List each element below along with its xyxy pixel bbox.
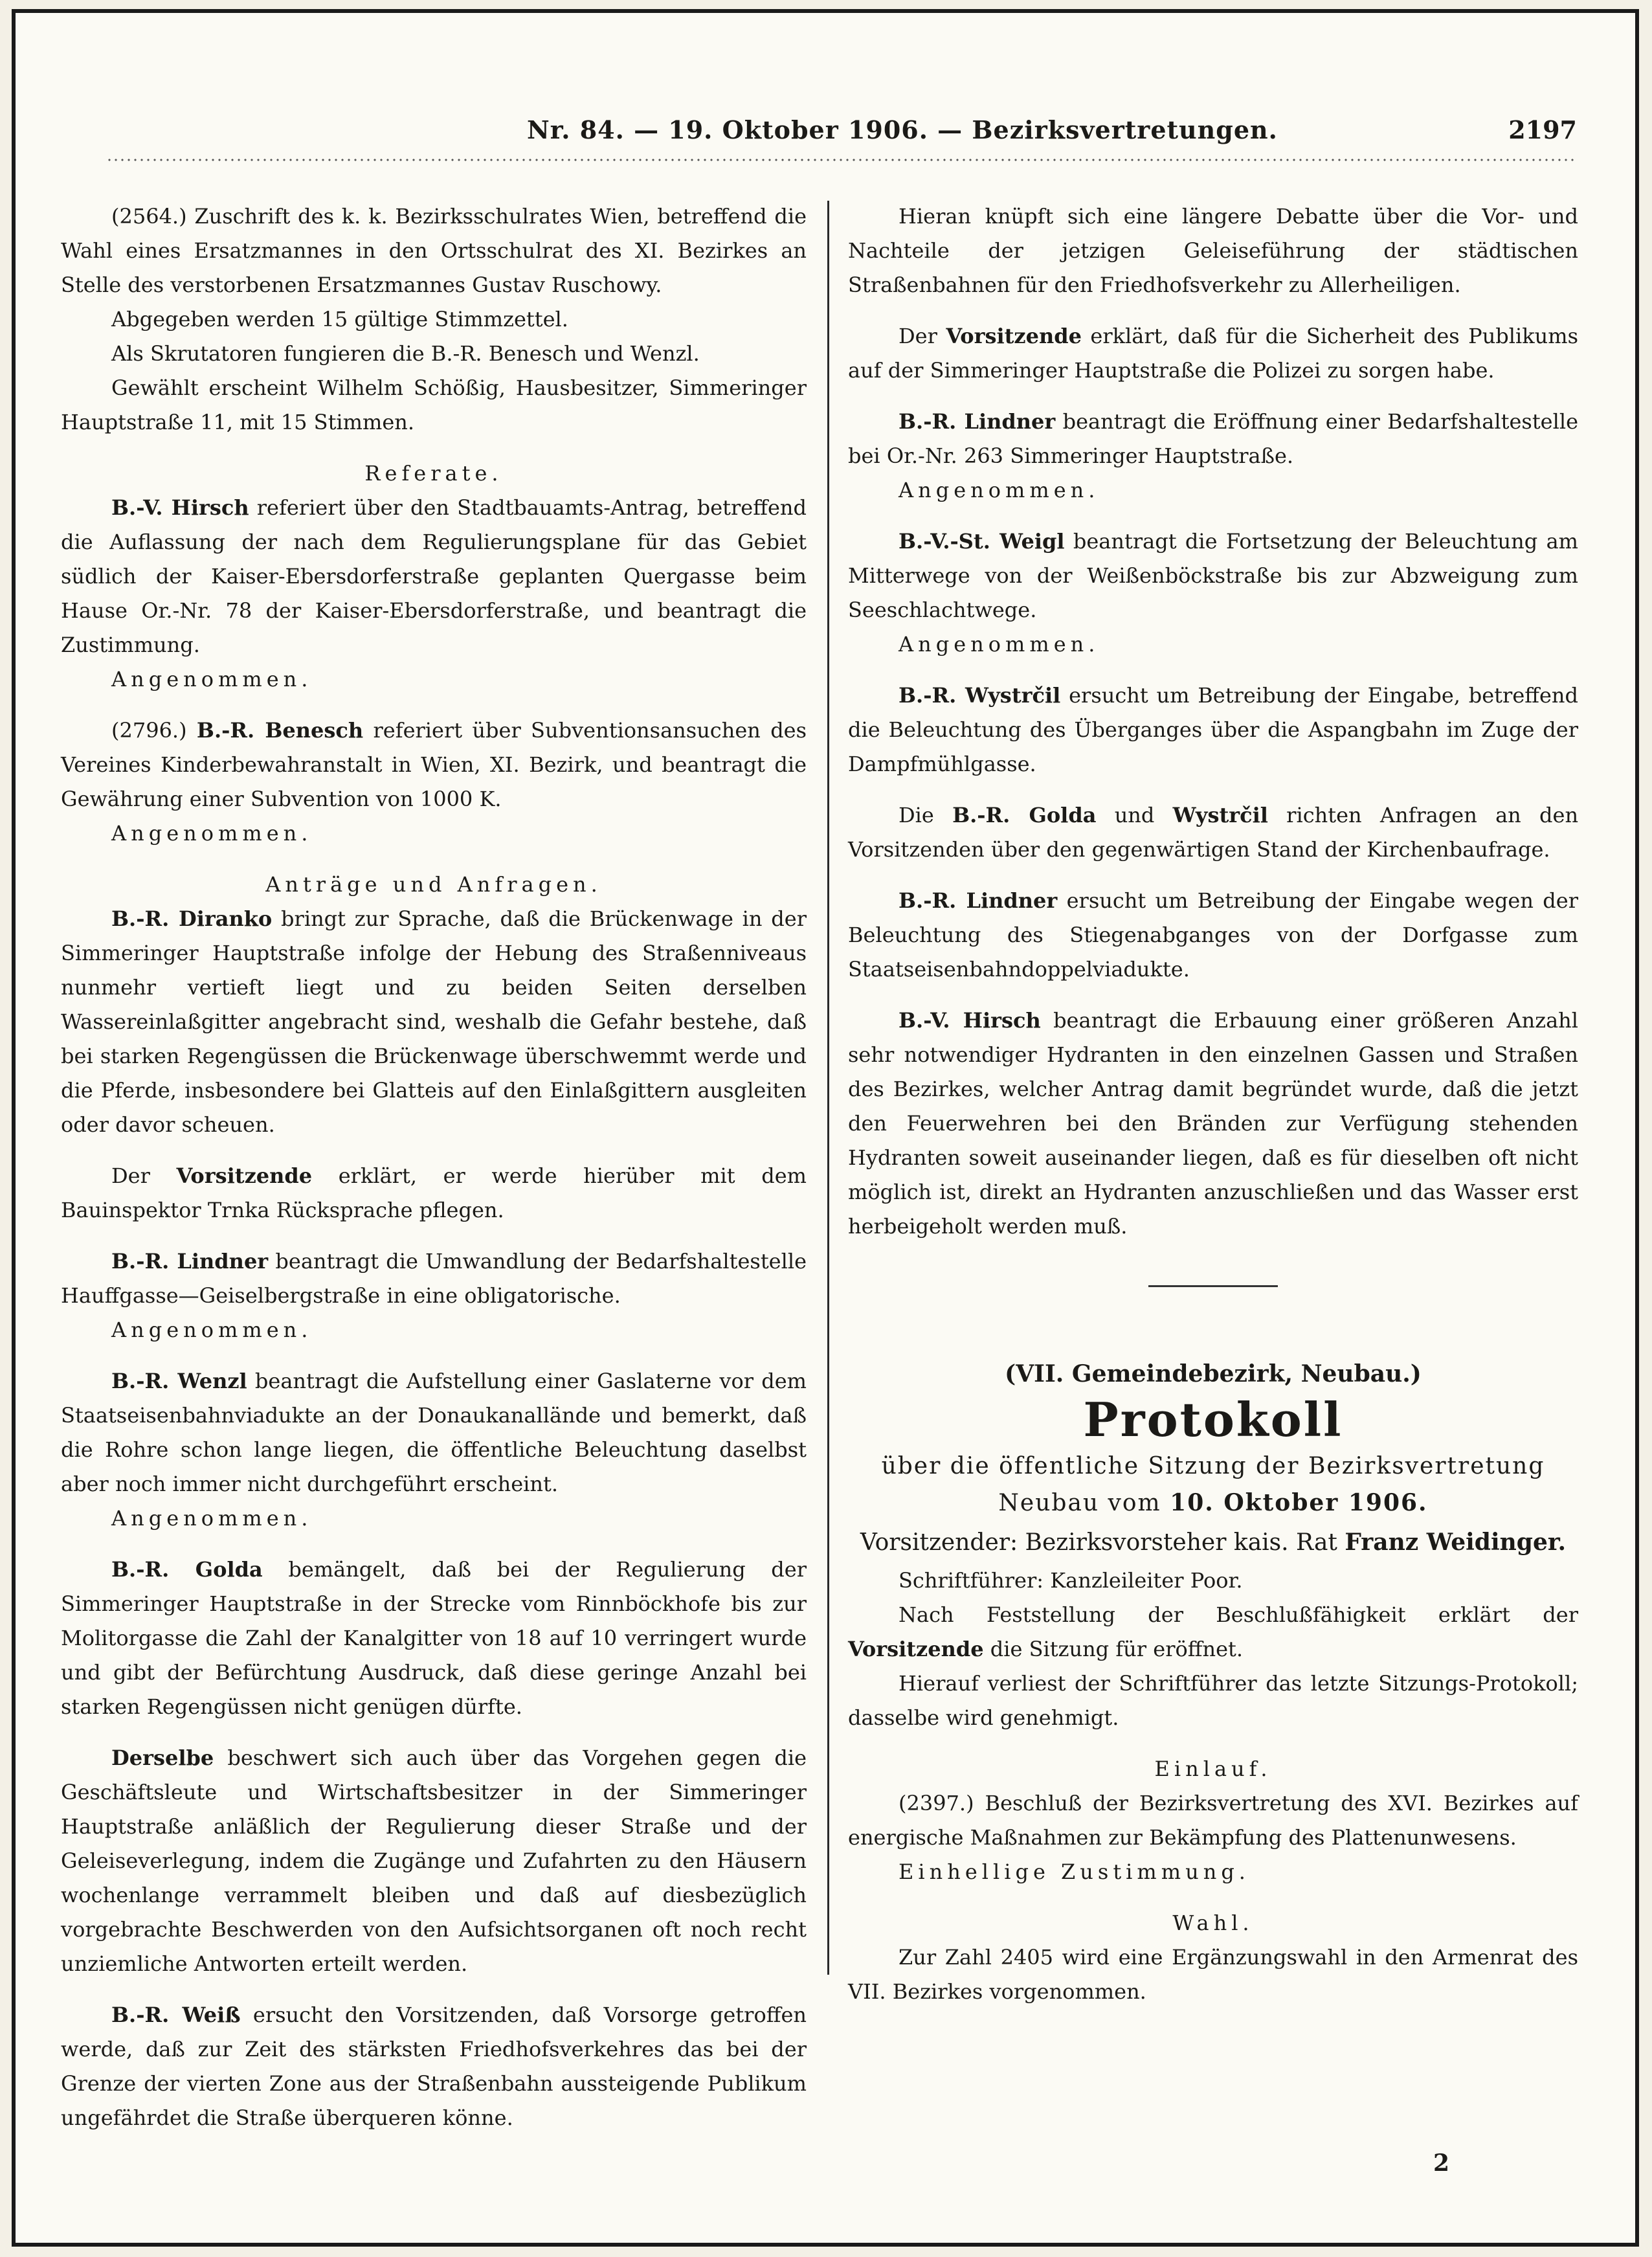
section-heading-referate: Referate. [364, 461, 503, 486]
paragraph: (2796.) B.-R. Benesch referiert über Subventionsansuchen des Vereines Kinderbewahranstalt in Wien, XI. Bezirk, und beantragt die Gewährung einer Subvention von 1000 K. [61, 718, 807, 811]
footer-page-number: 2 [1433, 2150, 1450, 2177]
protokoll-title: Protokoll [1083, 1392, 1343, 1447]
result: Angenommen. [899, 478, 1100, 502]
paragraph: B.-R. Lindner beantragt die Eröffnung einer Bedarfshaltestelle bei Or.-Nr. 263 Simmeringer Hauptstraße. [848, 409, 1579, 468]
paragraph: (2397.) Beschluß der Bezirksvertretung des XVI. Bezirkes auf energische Maßnahmen zur Bekämpfung des Plattenunwesens. [848, 1791, 1578, 1850]
section-divider [1148, 1285, 1278, 1287]
speaker-name: B.-V.-St. Weigl [899, 529, 1065, 554]
paragraph: Derselbe beschwert sich auch über das Vorgehen gegen die Geschäftsleute und Wirtschaftsbesitzer in der Simmeringer Hauptstraße anläßlich der Regulierung dieser Straße und der Geleiseverlegung, indem die Zugänge und Zufahrten zu den Häusern wochenlange verrammelt bleiben und daß auf diesbezüglich vorgebrachte Beschwerden von den Aufsichtsorganen oft noch recht unziemliche Antworten erteilt werden. [61, 1746, 807, 1976]
header-dotted-rule [106, 157, 1577, 163]
speaker-name: B.-R. Wystrčil [899, 683, 1061, 708]
speaker-name: B.-R. Wenzl [111, 1369, 247, 1393]
speaker-name: B.-R. Benesch [196, 718, 364, 743]
paragraph: B.-R. Wenzl beantragt die Aufstellung einer Gaslaterne vor dem Staatseisenbahnviadukte an der Donaukanallände und bemerkt, daß die Rohre schon lange liegen, die öffentliche Beleuchtung daselbst aber noch immer nicht durchgeführt erscheint. [61, 1369, 807, 1496]
result: Angenommen. [111, 667, 313, 691]
result: Angenommen. [111, 1318, 313, 1342]
speaker-name: B.-V. Hirsch [111, 495, 249, 520]
paragraph: Der Vorsitzende erklärt, daß für die Sicherheit des Publikums auf der Simmeringer Hauptstraße die Polizei zu sorgen habe. [848, 324, 1579, 383]
right-column [848, 199, 1578, 2009]
speaker-name: B.-R. Lindner [899, 409, 1056, 434]
page-header [16, 115, 1635, 157]
speaker-name: Vorsitzende [176, 1163, 313, 1188]
section-heading-wahl: Wahl. [1172, 1911, 1254, 1935]
protokoll-date-line: Neubau vom 10. Oktober 1906. [998, 1489, 1428, 1516]
speaker-name: Vorsitzende [946, 324, 1082, 348]
speaker-name: B.-R. Lindner [899, 888, 1058, 913]
speaker-name: B.-R. Diranko [111, 906, 273, 931]
result: Angenommen. [899, 632, 1100, 657]
section-heading-antraege: Anträge und Anfragen. [265, 872, 602, 897]
speaker-name: Derselbe [111, 1746, 214, 1770]
newspaper-page [12, 9, 1639, 2247]
speaker-name: B.-R. Golda [952, 803, 1097, 827]
paragraph: B.-V. Hirsch beantragt die Erbauung einer größeren Anzahl sehr notwendiger Hydranten in den einzelnen Gassen und Straßen des Bezirkes, welcher Antrag damit begründet wurde, daß die jetzt den Feuerwehren bei den Bränden zur Verfügung stehenden Hydranten soweit auseinander liegen, daß es für dieselben oft nicht möglich ist, direkt an Hydranten anzuschließen und das Wasser erst herbeigeholt werden muß. [848, 1008, 1579, 1239]
result: Angenommen. [111, 821, 313, 846]
paragraph: Der Vorsitzende erklärt, er werde hierüber mit dem Bauinspektor Trnka Rücksprache pflegen. [61, 1163, 807, 1222]
protokoll-subtitle: über die öffentliche Sitzung der Bezirksvertretung [881, 1453, 1545, 1479]
header-page-number: 2197 [1508, 115, 1577, 144]
paragraph: Abgegeben werden 15 gültige Stimmzettel. [111, 307, 568, 331]
district-heading: (VII. Gemeindebezirk, Neubau.) [1005, 1360, 1422, 1387]
left-column [61, 199, 807, 2135]
speaker-name: B.-V. Hirsch [899, 1008, 1041, 1033]
chair-line: Vorsitzender: Bezirksvorsteher kais. Rat Franz Weidinger. [860, 1529, 1567, 1556]
result: Einhellige Zustimmung. [899, 1859, 1250, 1884]
secretary-line: Schriftführer: Kanzleileiter Poor. [899, 1568, 1243, 1593]
paragraph: B.-V. Hirsch referiert über den Stadtbauamts-Antrag, betreffend die Auflassung der nach dem Regulierungsplane für das Gebiet südlich der Kaiser-Ebersdorferstraße geplanten Quergasse beim Hause Or.-Nr. 78 der Kaiser-Ebersdorferstraße, und beantragt die Zustimmung. [61, 495, 807, 657]
column-divider [827, 201, 829, 1975]
section-heading-einlauf: Einlauf. [1154, 1757, 1272, 1781]
speaker-name: B.-R. Lindner [111, 1249, 269, 1274]
paragraph: Hieran knüpft sich eine längere Debatte über die Vor- und Nachteile der jetzigen Geleiseführung der städtischen Straßenbahnen für den Friedhofsverkehr zu Allerheiligen. [848, 204, 1578, 297]
paragraph: B.-R. Lindner beantragt die Umwandlung der Bedarfshaltestelle Hauffgasse—Geiselbergstraße in eine obligatorische. [61, 1249, 807, 1308]
speaker-name: B.-R. Weiß [111, 2003, 241, 2027]
speaker-name: Vorsitzende [848, 1637, 984, 1661]
paragraph: B.-R. Golda bemängelt, daß bei der Regulierung der Simmeringer Hauptstraße in der Strecke vom Rinnböckhofe bis zur Molitorgasse die Zahl der Kanalgitter von 18 auf 10 verringert wurde und gibt der Befürchtung Ausdruck, daß diese geringe Anzahl bei starken Regengüssen nicht genügen dürfte. [61, 1557, 807, 1719]
chair-name: Franz Weidinger. [1345, 1529, 1567, 1556]
paragraph: B.-R. Wystrčil ersucht um Betreibung der Eingabe, betreffend die Beleuchtung des Überganges über die Aspangbahn im Zuge der Dampfmühlgasse. [848, 683, 1579, 776]
paragraph: Die B.-R. Golda und Wystrčil richten Anfragen an den Vorsitzenden über den gegenwärtigen Stand der Kirchenbaufrage. [848, 803, 1579, 862]
speaker-name: B.-R. Golda [111, 1557, 263, 1582]
session-date: 10. Oktober 1906. [1170, 1489, 1428, 1516]
paragraph: B.-R. Lindner ersucht um Betreibung der Eingabe wegen der Beleuchtung des Stiegenabganges von der Dorfgasse zum Staatseisenbahndoppelviadukte. [848, 888, 1579, 982]
paragraph: Als Skrutatoren fungieren die B.-R. Benesch und Wenzl. [111, 341, 700, 366]
result: Angenommen. [111, 1506, 313, 1531]
paragraph: B.-R. Weiß ersucht den Vorsitzenden, daß Vorsorge getroffen werde, daß zur Zeit des stärksten Friedhofsverkehres das bei der Grenze der vierten Zone aus der Straßenbahn aussteigende Publikum ungefährdet die Straße überqueren könne. [61, 2003, 807, 2130]
paragraph: B.-V.-St. Weigl beantragt die Fortsetzung der Beleuchtung am Mitterwege von der Weißenböckstraße bis zur Abzweigung zum Seeschlachtwege. [848, 529, 1579, 622]
paragraph: Zur Zahl 2405 wird eine Ergänzungswahl in den Armenrat des VII. Bezirkes vorgenommen. [848, 1945, 1578, 2004]
speaker-name: Wystrčil [1172, 803, 1268, 827]
paragraph: (2564.) Zuschrift des k. k. Bezirksschulrates Wien, betreffend die Wahl eines Ersatzmannes in den Ortsschulrat des XI. Bezirkes an Stelle des verstorbenen Ersatzmannes Gustav Ruschowy. [61, 204, 807, 297]
header-issue: Nr. 84. — 19. Oktober 1906. — Bezirksvertretungen. [527, 115, 1278, 144]
paragraph: B.-R. Diranko bringt zur Sprache, daß die Brückenwage in der Simmeringer Hauptstraße infolge der Hebung des Straßenniveaus nunmehr vertieft liegt und zu beiden Seiten derselben Wassereinlaßgitter angebracht sind, weshalb die Gefahr bestehe, daß bei starken Regengüssen die Brückenwage überschwemmt werde und die Pferde, insbesondere bei Glatteis auf den Einlaßgittern ausgleiten oder davor scheuen. [61, 906, 807, 1137]
paragraph: Gewählt erscheint Wilhelm Schößig, Hausbesitzer, Simmeringer Hauptstraße 11, mit 15 Stimmen. [61, 376, 807, 434]
paragraph: Hierauf verliest der Schriftführer das letzte Sitzungs-Protokoll; dasselbe wird genehmigt. [848, 1671, 1578, 1730]
paragraph: Nach Feststellung der Beschlußfähigkeit erklärt der Vorsitzende die Sitzung für eröffnet. [848, 1602, 1578, 1661]
